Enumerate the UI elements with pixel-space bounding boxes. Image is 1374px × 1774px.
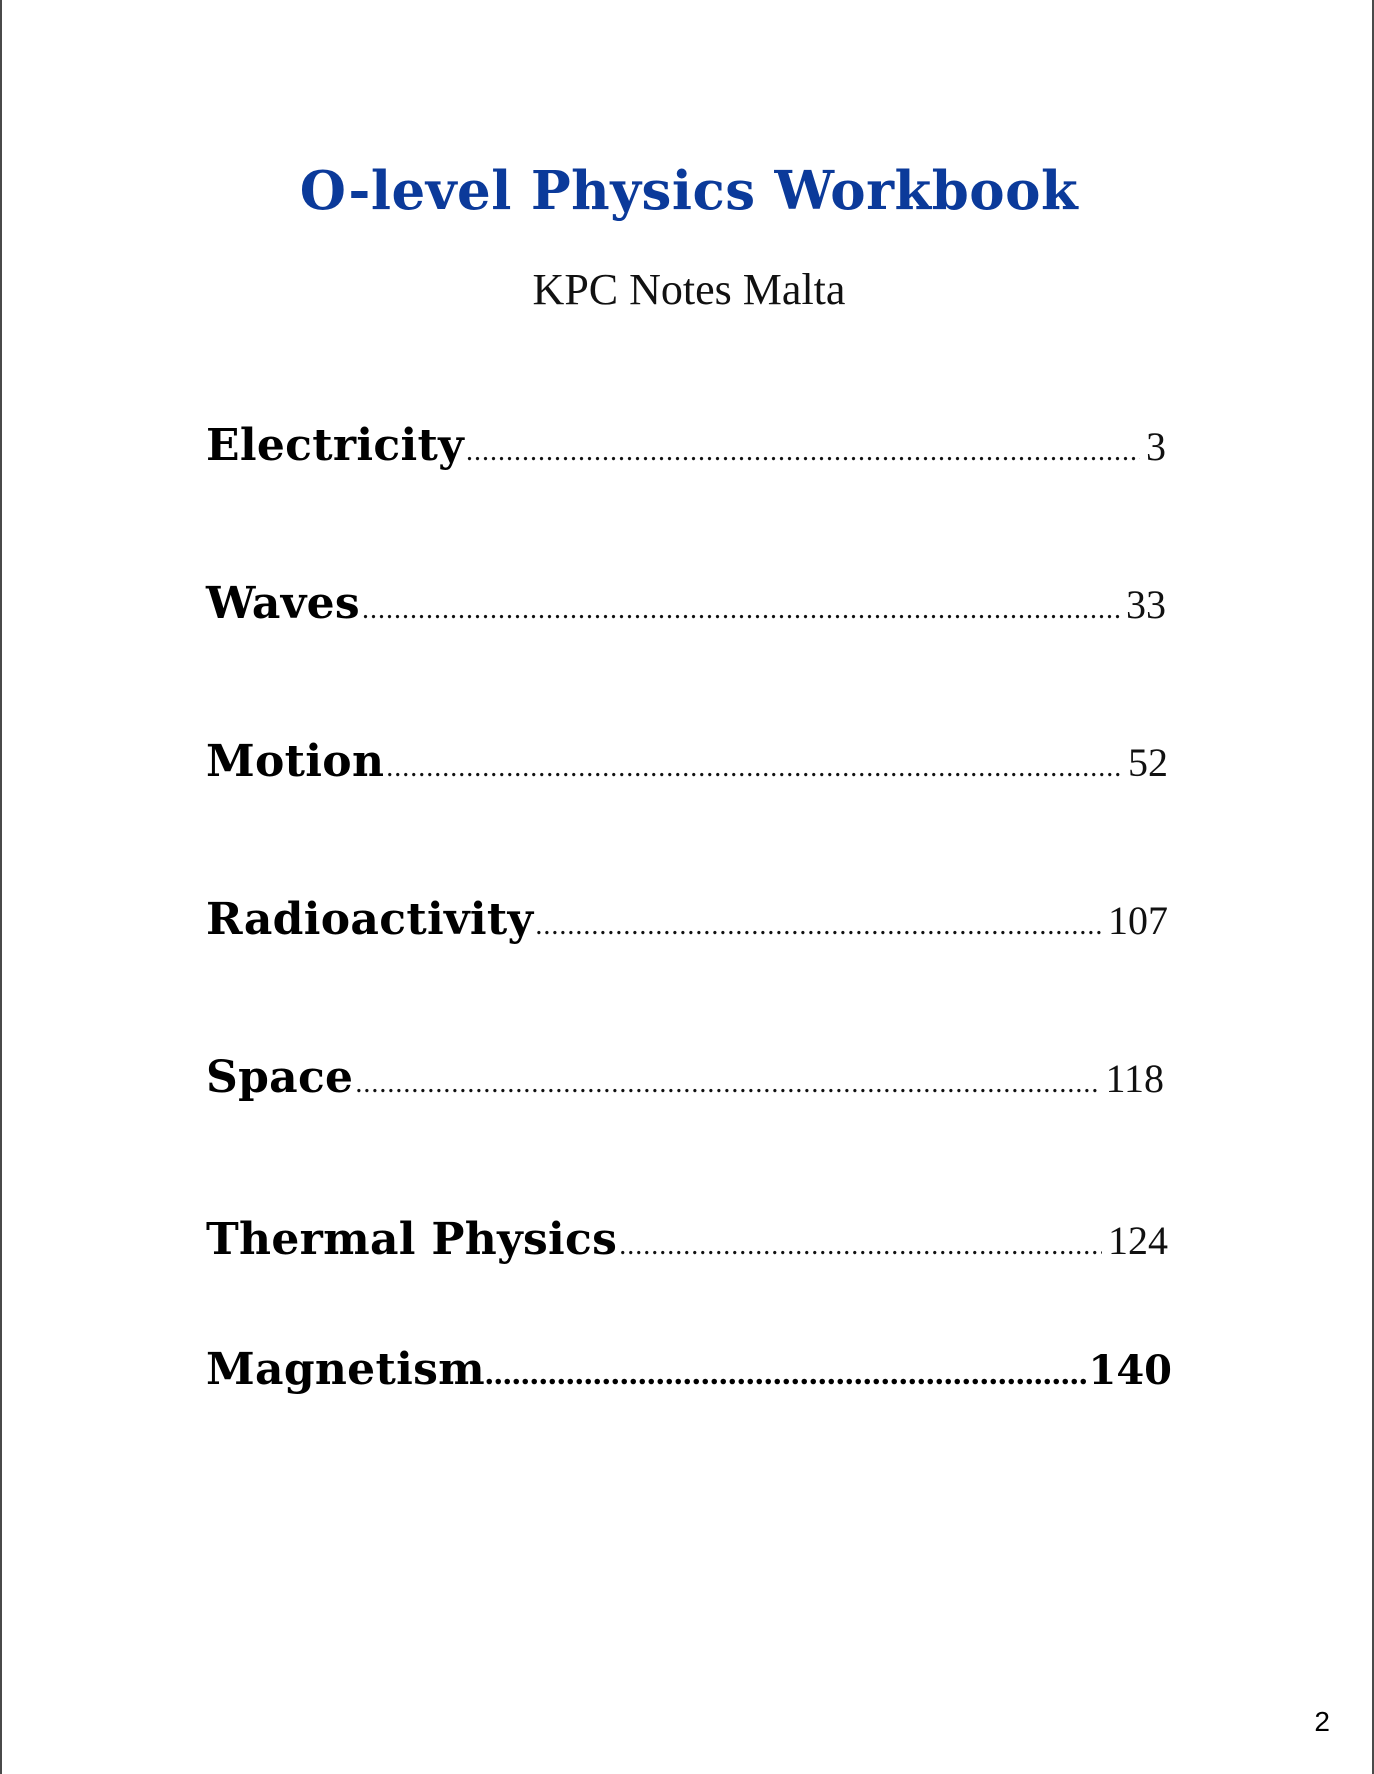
toc-entry-label: Radioactivity bbox=[206, 894, 534, 945]
toc-dot-leader bbox=[535, 910, 1102, 942]
toc-entry-radioactivity[interactable] bbox=[206, 894, 1168, 945]
toc-dot-leader bbox=[355, 1068, 1099, 1100]
toc-entry-label: Motion bbox=[206, 736, 385, 787]
toc-entry-page: 118 bbox=[1105, 1056, 1164, 1101]
toc-dot-leader bbox=[485, 1355, 1088, 1393]
toc-entry-label: Magnetism bbox=[206, 1344, 486, 1395]
toc-entry-waves[interactable] bbox=[206, 578, 1166, 629]
toc-entry-page: 107 bbox=[1108, 898, 1168, 943]
toc-entry-space[interactable] bbox=[206, 1052, 1164, 1103]
toc-entry-magnetism[interactable] bbox=[206, 1344, 1172, 1395]
toc-entry-page: 33 bbox=[1126, 582, 1166, 627]
document-title: O-level Physics Workbook bbox=[299, 160, 1079, 222]
toc-entry-electricity[interactable] bbox=[206, 420, 1166, 471]
toc-entry-label: Waves bbox=[206, 578, 360, 629]
toc-entry-thermal-physics[interactable] bbox=[206, 1214, 1168, 1265]
toc-entry-motion[interactable] bbox=[206, 736, 1168, 787]
toc-dot-leader bbox=[362, 594, 1120, 626]
toc-entry-label: Electricity bbox=[206, 420, 464, 471]
toc-entry-page: 52 bbox=[1128, 740, 1168, 785]
toc-dot-leader bbox=[466, 436, 1140, 468]
toc-entry-label: Thermal Physics bbox=[206, 1214, 618, 1265]
toc-dot-leader bbox=[619, 1230, 1102, 1262]
toc-entry-label: Space bbox=[206, 1052, 354, 1103]
toc-entry-page: 124 bbox=[1108, 1218, 1168, 1263]
document-subtitle: KPC Notes Malta bbox=[532, 265, 846, 314]
page-number: 2 bbox=[1314, 1706, 1330, 1737]
toc-entry-page: 3 bbox=[1146, 424, 1166, 469]
toc-entry-page: 140 bbox=[1088, 1347, 1172, 1394]
toc-dot-leader bbox=[386, 752, 1122, 784]
